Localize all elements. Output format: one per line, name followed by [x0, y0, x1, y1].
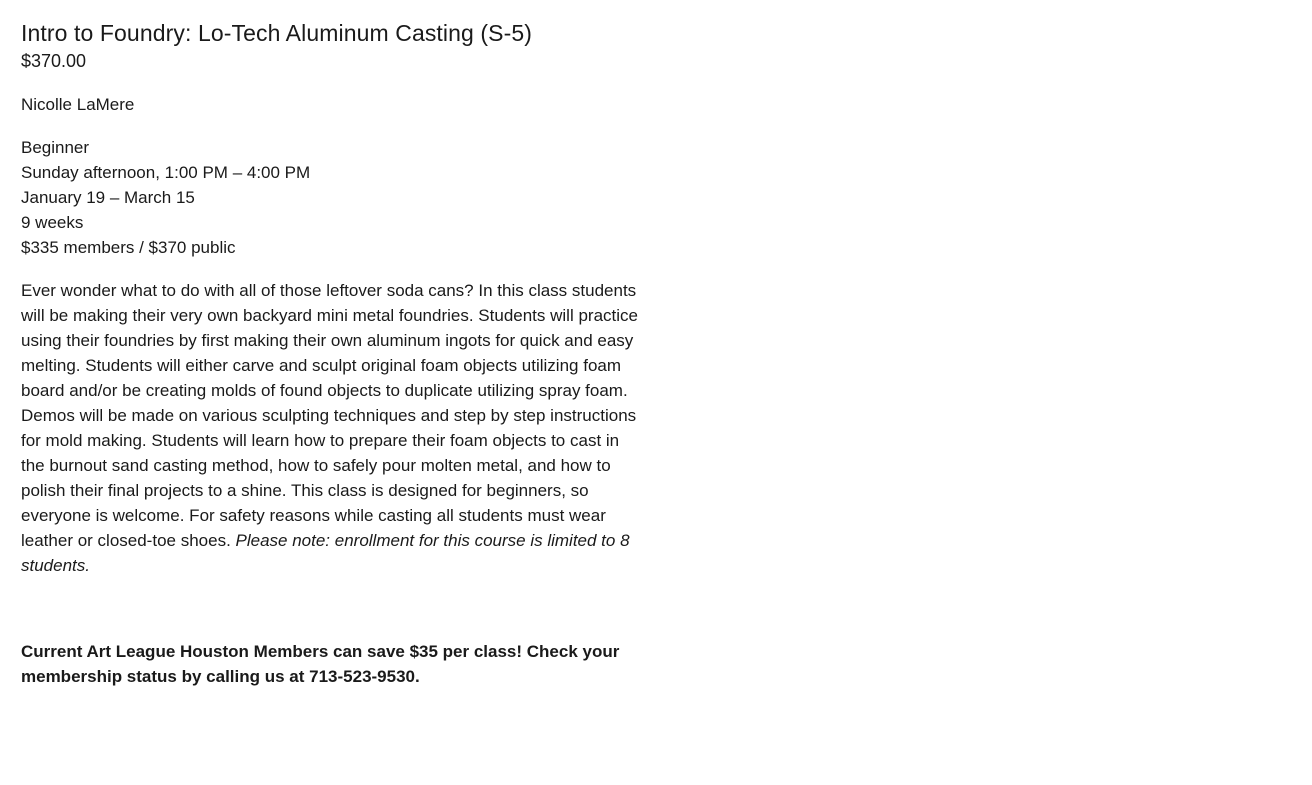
- class-schedule: Sunday afternoon, 1:00 PM – 4:00 PM: [21, 163, 311, 182]
- product-detail: [21, 17, 646, 689]
- member-discount-note: Current Art League Houston Members can save $35 per class! Check your membership status by calling us at 713-523-9530.: [21, 642, 620, 686]
- product-title: Intro to Foundry: Lo-Tech Aluminum Casting (S-5): [21, 20, 533, 46]
- class-details: [21, 135, 646, 260]
- class-pricing: $335 members / $370 public: [21, 238, 236, 257]
- class-description: [21, 278, 646, 578]
- instructor-name: Nicolle LaMere: [21, 95, 135, 114]
- class-dates: January 19 – March 15: [21, 188, 195, 207]
- class-duration: 9 weeks: [21, 213, 84, 232]
- product-price: $370.00: [21, 51, 87, 71]
- description-text: Ever wonder what to do with all of those leftover soda cans? In this class students will be making their very own backyard mini metal foundries. Students will practice using their foundries by first making their own aluminum ingots for quick and easy melting. Students will either carve and sculpt original foam objects utilizing foam board and/or be creating molds of found objects to duplicate utilizing spray foam. Demos will be made on various sculpting techniques and step by step instructions for mold making. Students will learn how to prepare their foam objects to cast in the burnout sand casting method, how to safely pour molten metal, and how to polish their final projects to a shine. This class is designed for beginners, so everyone is welcome. For safety reasons while casting all students must wear leather or closed-toe shoes.: [21, 281, 638, 550]
- enrollment-note: Please note: enrollment for this course is limited to 8 students.: [21, 531, 630, 575]
- class-level: Beginner: [21, 138, 90, 157]
